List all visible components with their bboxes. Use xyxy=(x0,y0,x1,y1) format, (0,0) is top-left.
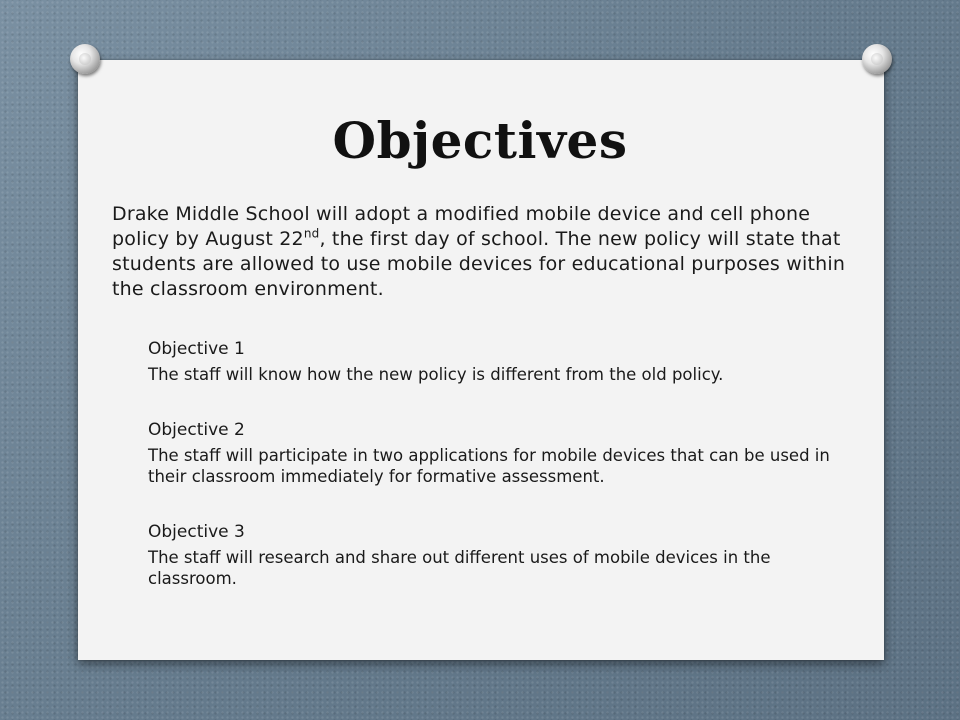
objective-3 xyxy=(148,521,860,589)
objective-heading: Objective 2 xyxy=(148,420,245,440)
objective-heading: Objective 3 xyxy=(148,522,245,542)
slide-title: Objectives xyxy=(332,111,628,170)
date-ordinal-suffix: nd xyxy=(303,226,320,241)
objective-text: The staff will know how the new policy is different from the old policy. xyxy=(148,365,724,384)
intro-text-start: Drake Middle School will adopt a modified mobile device and cell phone policy by August 22 xyxy=(112,203,811,250)
intro-paragraph xyxy=(112,202,856,302)
objective-text: The staff will participate in two applications for mobile devices that can be used in their classroom immediately for formative assessment. xyxy=(148,446,830,486)
objective-heading: Objective 1 xyxy=(148,339,245,359)
objective-text: The staff will research and share out different uses of mobile devices in the classroom. xyxy=(148,548,771,588)
intro-text-end: , the first day of school. The new policy will state that students are allowed to use mobile devices for educational purposes within the classroom environment. xyxy=(112,228,846,300)
pushpin-right-icon xyxy=(862,44,892,74)
pushpin-left-icon xyxy=(70,44,100,74)
objective-2 xyxy=(148,419,860,487)
objective-1 xyxy=(148,338,860,385)
